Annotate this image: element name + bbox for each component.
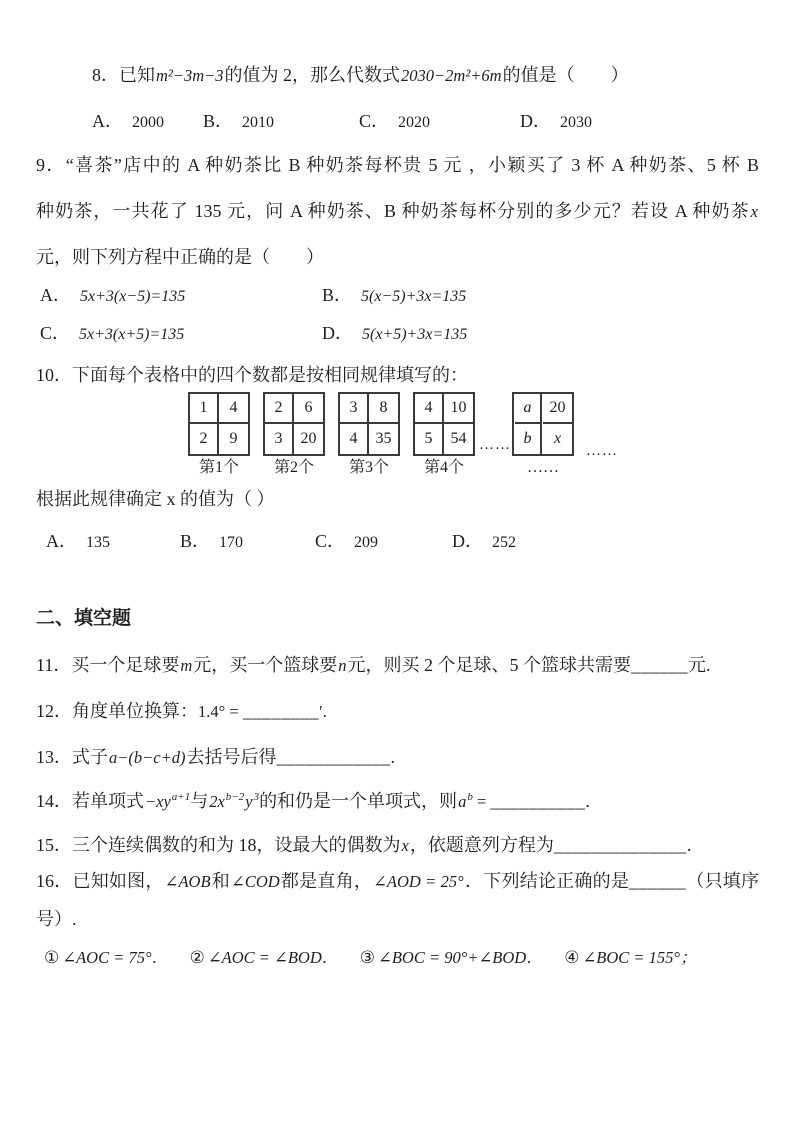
pattern-table-1	[188, 392, 250, 477]
q14-period: .	[585, 791, 590, 811]
question-11-number: 11．	[36, 655, 72, 675]
pattern-table-2	[263, 392, 325, 477]
question-16-line-2: 号）.	[36, 909, 77, 929]
q11-answer-blank: ______	[631, 655, 689, 675]
question-16-line-1	[36, 868, 759, 895]
question-10-number: 10．	[36, 365, 72, 385]
q16-answer-blank: ______	[629, 871, 687, 891]
option-label: B．	[322, 285, 353, 305]
q14-exponent-3: 3	[253, 791, 260, 803]
question-12-number: 12．	[36, 701, 72, 721]
q8-formula-2: 2030−2m²+6m	[401, 66, 502, 85]
question-11	[36, 652, 711, 679]
option-label: A．	[40, 285, 71, 305]
q15-period: .	[686, 835, 692, 855]
q9-option-c	[40, 320, 185, 348]
circled-4-mark: ④	[564, 948, 580, 967]
table-cell: 3	[265, 424, 294, 454]
statement-4-text: ∠BOC = 155°；	[582, 948, 697, 967]
table-cell: 2	[190, 424, 219, 454]
q13-formula: a−(b−c+d)	[109, 748, 186, 767]
q13-text-2: 去括号后得	[186, 747, 277, 767]
question-15-number: 15．	[36, 835, 72, 855]
pattern-table-4-grid	[413, 392, 475, 456]
ellipsis-after-tables: ……	[586, 443, 618, 459]
q8-text-3: 的值是（ ）	[502, 65, 629, 85]
q16-text-1: 已知如图，	[72, 871, 164, 891]
q13-text-1: 式子	[72, 747, 108, 767]
statement-3	[360, 947, 544, 967]
table-cell: 5	[415, 424, 444, 454]
circled-2-mark: ②	[189, 948, 205, 967]
question-10-stem	[36, 362, 468, 388]
q10-option-b	[180, 528, 243, 556]
option-value: 252	[492, 534, 516, 551]
table-cell: 20	[300, 430, 317, 447]
q8-text-2: 的值为 2，那么代数式	[224, 65, 401, 85]
option-label: C．	[359, 111, 390, 131]
circled-1-mark: ①	[44, 948, 60, 967]
option-label: D．	[520, 111, 551, 131]
table-cell: a	[515, 394, 542, 424]
q11-text-2: 元，买一个篮球要	[193, 655, 338, 675]
q8-option-b	[203, 108, 274, 136]
option-label: A．	[92, 111, 123, 131]
table-cell: 9	[229, 430, 238, 447]
q14-equals: =	[472, 792, 491, 811]
option-label: B．	[180, 531, 211, 551]
table-cell: 4	[219, 394, 248, 424]
option-value: 135	[86, 534, 110, 551]
q14-text-1: 若单项式	[72, 791, 144, 811]
q14-text-3: 的和仍是一个单项式，则	[259, 791, 458, 811]
question-12	[36, 698, 327, 725]
question-9-line-1	[36, 152, 759, 178]
question-14-number: 14．	[36, 791, 72, 811]
question-13	[36, 744, 395, 771]
question-8-number: 8．	[92, 65, 119, 85]
q15-variable-x: x	[401, 836, 409, 855]
table-cell: 20	[543, 394, 572, 424]
circled-3-mark: ③	[359, 948, 376, 967]
q12-answer-blank: ________	[243, 701, 320, 721]
q12-text-1: 角度单位换算：	[72, 701, 198, 721]
q9-option-d	[322, 320, 468, 348]
option-value: 170	[219, 534, 244, 551]
q14-exponent-b: b	[467, 791, 473, 803]
table-cell: 1	[190, 394, 219, 424]
q11-text-4: 元.	[688, 655, 711, 675]
q15-text-2: ，依题意列方程为	[409, 835, 554, 855]
q14-text-2: 与	[190, 791, 209, 811]
q10-option-c	[315, 528, 378, 556]
pattern-table-3	[338, 392, 400, 477]
q14-answer-blank: __________	[490, 791, 586, 811]
q9-text-line-3: 元，则下列方程中正确的是（ ）	[36, 247, 324, 267]
q13-answer-blank: ____________	[276, 747, 391, 767]
q11-text-3: 元，则买 2 个足球、5 个篮球共需要	[347, 655, 632, 675]
question-8-stem	[92, 62, 629, 89]
pattern-table-3-grid	[338, 392, 400, 456]
table-cell: 10	[444, 394, 473, 424]
option-value: 2010	[242, 114, 275, 131]
table-cell: x	[553, 430, 562, 447]
question-10-followup: 根据此规律确定 x 的值为（ ）	[36, 489, 275, 509]
table-cell: 3	[340, 394, 369, 424]
table-cell: 2	[265, 394, 294, 424]
pattern-table-3-label: 第3个	[348, 459, 389, 476]
q14-variable-a: a	[458, 792, 467, 811]
pattern-table-n-grid	[512, 392, 574, 456]
q14-monomial-2y: y	[245, 792, 253, 811]
q8-option-c	[359, 108, 430, 136]
question-9-number: 9．	[36, 155, 66, 175]
q11-variable-n: n	[338, 656, 347, 675]
option-value: 209	[354, 534, 379, 551]
q15-text-1: 三个连续偶数的和为 18，设最大的偶数为	[72, 835, 401, 855]
option-formula: 5(x−5)+3x=135	[361, 288, 467, 305]
option-label: D．	[452, 531, 483, 551]
option-label: C．	[40, 323, 71, 343]
q9-option-a	[40, 282, 186, 310]
q9-text-line-1: “喜茶”店中的 A 种奶茶比 B 种奶茶每杯贵 5 元 ，小颖买了 3 杯 A 种奶茶、5 杯 B	[65, 155, 759, 175]
table-cell: 4	[340, 424, 369, 454]
option-value: 2000	[132, 114, 164, 131]
option-label: B．	[203, 111, 234, 131]
q14-exponent-1: a+1	[171, 791, 191, 803]
q15-answer-blank: ______________	[553, 835, 687, 855]
statement-2-text: ∠AOC = ∠BOD．	[207, 948, 339, 967]
q8-option-a	[92, 108, 164, 136]
q14-exponent-2: b−2	[225, 791, 245, 803]
q12-suffix: ′.	[319, 702, 327, 721]
q9-text-line-2: 种奶茶，一共花了 135 元，问 A 种奶茶、B 种奶茶每杯分别的多少元？若设 A 种奶茶	[36, 201, 750, 221]
question-15	[36, 832, 691, 859]
q13-period: .	[390, 747, 395, 767]
table-cell: 6	[294, 394, 323, 424]
statement-3-text: ∠BOC = 90°+∠BOD．	[378, 948, 543, 967]
statement-1	[44, 947, 169, 967]
option-value: 2030	[560, 114, 592, 131]
pattern-table-4-label: 第4个	[423, 459, 464, 476]
question-16-number: 16．	[36, 871, 73, 891]
question-16-statements	[44, 944, 714, 971]
statement-4	[564, 947, 697, 967]
q10-option-d	[452, 528, 516, 556]
pattern-table-1-label: 第1个	[198, 459, 239, 476]
question-9-line-3	[36, 244, 324, 270]
table-cell: b	[515, 424, 542, 454]
table-cell: 54	[450, 430, 467, 447]
q8-text-1: 已知	[119, 65, 155, 85]
q10-text: 下面每个表格中的四个数都是按相同规律填写的：	[72, 365, 468, 385]
table-cell: 8	[369, 394, 398, 424]
option-label: A．	[46, 531, 77, 551]
question-9-line-2	[36, 198, 759, 225]
option-formula: 5x+3(x+5)=135	[79, 326, 185, 343]
section-title-fill-in: 二、填空题	[36, 608, 132, 629]
option-formula: 5(x+5)+3x=135	[362, 326, 468, 343]
q14-monomial-2: 2x	[209, 792, 225, 811]
q11-variable-m: m	[180, 656, 193, 675]
option-label: C．	[315, 531, 346, 551]
pattern-table-n-label: ……	[527, 459, 559, 476]
q12-expression: 1.4° =	[198, 702, 239, 721]
pattern-table-4	[413, 392, 475, 477]
option-value: 2020	[398, 114, 431, 131]
pattern-table-2-label: 第2个	[273, 459, 314, 476]
table-cell: 4	[415, 394, 444, 424]
statement-1-text: ∠AOC = 75°．	[62, 948, 169, 967]
ellipsis-between-tables: ……	[479, 437, 511, 453]
q8-formula-1: m²−3m−3	[156, 66, 224, 85]
q11-text-1: 买一个足球要	[71, 655, 180, 675]
q8-option-d	[520, 108, 592, 136]
pattern-table-n	[512, 392, 574, 477]
q9-variable-x: x	[750, 202, 758, 221]
q9-option-b	[322, 282, 467, 310]
table-cell: 35	[375, 430, 392, 447]
question-13-number: 13．	[36, 747, 72, 767]
q16-text-2: 和	[211, 871, 231, 891]
statement-2	[190, 947, 340, 967]
q16-angle-aob: ∠AOB	[164, 872, 211, 891]
q10-option-a	[46, 528, 110, 556]
option-formula: 5x+3(x−5)=135	[80, 288, 186, 305]
q16-angle-aod: ∠AOD = 25°	[373, 872, 464, 891]
q16-text-5: （只填序	[686, 871, 760, 891]
q16-text-3: 都是直角，	[280, 871, 373, 891]
option-label: D．	[322, 323, 353, 343]
pattern-table-2-grid	[263, 392, 325, 456]
q16-text-4: ．下列结论正确的是	[464, 871, 630, 891]
question-14	[36, 788, 590, 815]
q14-monomial-1: −xy	[145, 792, 171, 811]
q16-angle-cod: ∠COD	[231, 872, 280, 891]
pattern-table-1-grid	[188, 392, 250, 456]
